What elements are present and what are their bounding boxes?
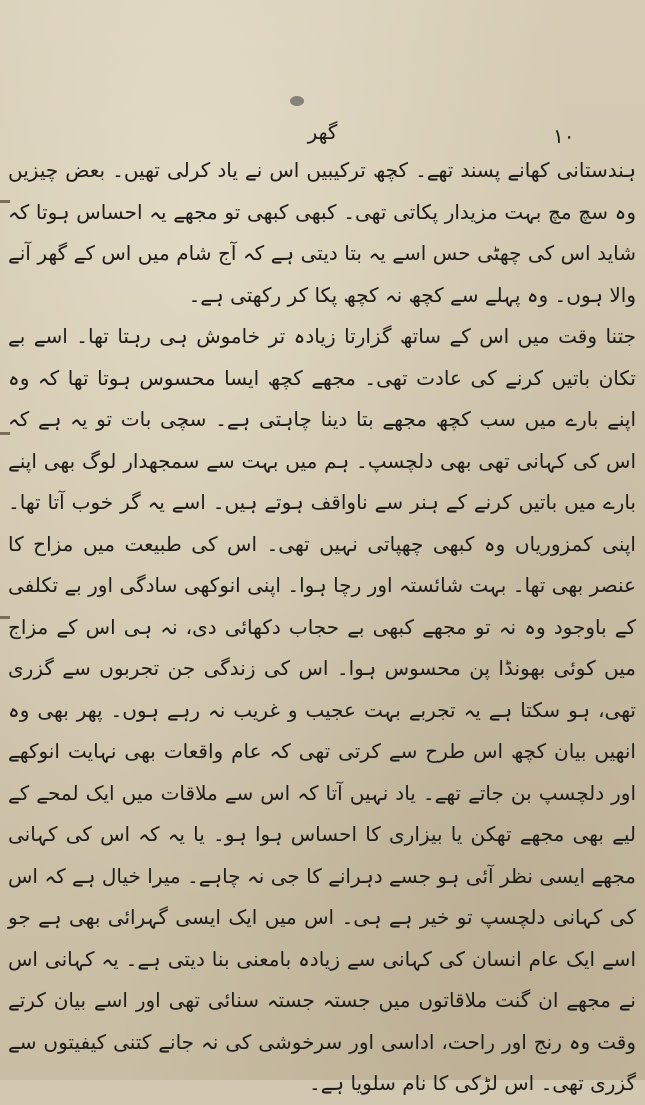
- paragraph: جتنا وقت میں اس کے ساتھ گزارتا زیادہ تر خاموش ہی رہتا تھا۔ اسے بے تکان باتیں کرنے کی عادت تھی۔ مجھے کچھ ایسا محسوس ہوتا تھا کہ وہ اپنے بارے میں سب کچھ مجھے بتا دینا چاہتی ہے۔ سچی بات تو یہ ہے کہ اس کی کہانی تھی بھی دلچسپ۔ ہم میں بہت سے سمجھدار لوگ بھی اپنے بارے میں باتیں کرنے کے ہنر سے ناواقف ہوتے ہیں۔ اسے یہ گر خوب آتا تھا۔ اپنی کمزوریاں وہ کبھی چھپاتی نہیں تھی۔ اس کی طبیعت میں مزاح کا عنصر بھی تھا۔ بہت شائستہ اور رچا ہوا۔ اپنی انوکھی سادگی اور بے تکلفی کے باوجود وہ نہ تو مجھے کبھی بے حجاب دکھائی دی، نہ ہی اس کے مزاج میں کوئی بھونڈا پن محسوس ہوا۔ اس کی زندگی جن تجربوں سے گزری تھی، ہو سکتا ہے یہ تجربے بہت عجیب و غریب نہ رہے ہوں۔ پھر بھی وہ انھیں بیان کچھ اس طرح سے کرتی تھی کہ عام واقعات بھی نہایت انوکھے اور دلچسپ بن جاتے تھے۔ یاد نہیں آتا کہ اس سے ملاقات میں ایک لمحے کے لیے بھی مجھے تھکن یا بیزاری کا احساس ہوا ہو۔ یا یہ کہ اس کی کہانی مجھے ایسی نظر آئی ہو جسے دہرانے کا جی نہ چاہے۔ میرا خیال ہے کہ اس کی کہانی دلچسپ تو خیر ہے ہی۔ اس میں ایک ایسی گہرائی بھی ہے جو اسے ایک عام انسان کی کہانی سے زیادہ بامعنی بنا دیتی ہے۔ یہ کہانی اس نے مجھے ان گنت ملاقاتوں میں جستہ جستہ سنائی تھی اور اسے بیان کرتے وقت وہ رنج اور راحت، اداسی اور سرخوشی کی نہ جانے کتنی کیفیتوں سے گزری تھی۔ اس لڑکی کا نام سلویا ہے۔: [8, 324, 636, 1095]
- ink-spot: [290, 96, 304, 106]
- paragraph: ہندستانی کھانے پسند تھے۔ کچھ ترکیبیں اس نے یاد کرلی تھیں۔ بعض چیزیں وہ سچ مچ بہت مزیدار پکاتی تھی۔ کبھی کبھی تو مجھے یہ احساس ہوتا کہ شاید اس کی چھٹی حس اسے یہ بتا دیتی ہے کہ آج شام میں اس کے گھر آنے والا ہوں۔ وہ پہلے سے کچھ نہ کچھ پکا کر رکھتی ہے۔: [8, 158, 636, 307]
- running-title: گھر: [307, 120, 338, 144]
- body-text: [8, 150, 636, 1105]
- page-header: [0, 118, 645, 154]
- page-number: ۱۰: [553, 124, 575, 148]
